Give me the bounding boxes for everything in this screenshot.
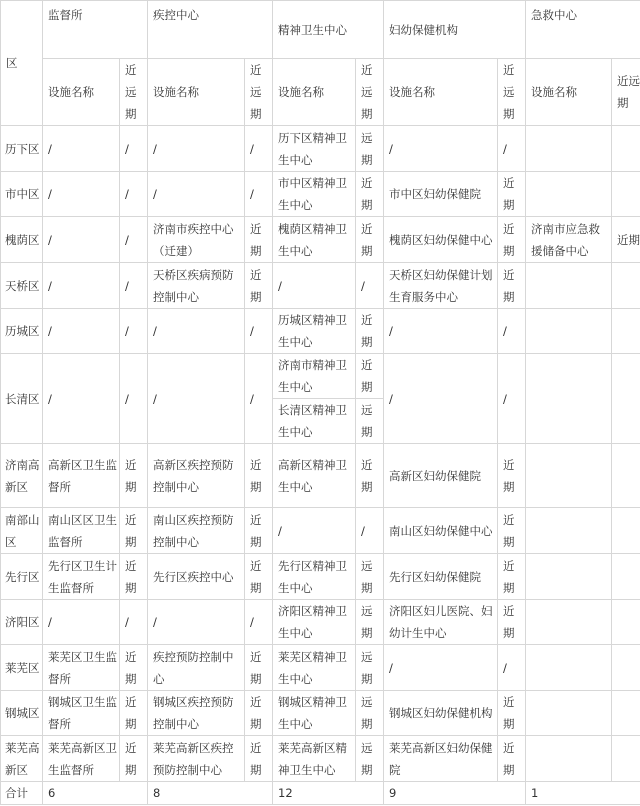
- mental-health-facility: /: [273, 263, 356, 309]
- supervision-term: /: [120, 217, 148, 263]
- table-row: [1, 172, 640, 217]
- mental-health-term: 远期: [356, 645, 384, 691]
- maternal-child-facility: 槐荫区妇幼保健中心: [384, 217, 498, 263]
- mental-health-facility: 莱芜区精神卫生中心: [273, 645, 356, 691]
- emergency-facility: [526, 736, 612, 782]
- cdc-facility: 钢城区疾控预防控制中心: [148, 691, 245, 736]
- total-mental-health: 12: [273, 782, 384, 805]
- subheader-facility-name: 设施名称: [148, 59, 245, 126]
- emergency-term: [612, 354, 640, 444]
- district-name: 南部山区: [1, 508, 43, 554]
- mental-health-facility: 钢城区精神卫生中心: [273, 691, 356, 736]
- table-row: [1, 126, 640, 172]
- cdc-term: /: [245, 172, 273, 217]
- emergency-facility: [526, 645, 612, 691]
- emergency-term: [612, 508, 640, 554]
- district-name: 钢城区: [1, 691, 43, 736]
- cdc-facility: 天桥区疾病预防控制中心: [148, 263, 245, 309]
- supervision-term: 近期: [120, 736, 148, 782]
- header-row-categories: [1, 1, 640, 59]
- maternal-child-term: 近期: [498, 263, 526, 309]
- supervision-term: /: [120, 600, 148, 645]
- supervision-facility: 先行区卫生计生监督所: [43, 554, 120, 600]
- table-row: [1, 645, 640, 691]
- mental-health-term: 近期: [356, 172, 384, 217]
- mental-health-term: 近期: [356, 217, 384, 263]
- subheader-facility-name: 设施名称: [273, 59, 356, 126]
- supervision-facility: 莱芜区卫生监督所: [43, 645, 120, 691]
- supervision-facility: 钢城区卫生监督所: [43, 691, 120, 736]
- mental-health-term: /: [356, 263, 384, 309]
- table-row: [1, 600, 640, 645]
- mental-health-facility: 市中区精神卫生中心: [273, 172, 356, 217]
- supervision-facility: /: [43, 172, 120, 217]
- table-body: [1, 1, 640, 805]
- supervision-term: 近期: [120, 444, 148, 508]
- emergency-facility: [526, 600, 612, 645]
- mental-health-facility: 济阳区精神卫生中心: [273, 600, 356, 645]
- supervision-facility: /: [43, 354, 120, 444]
- emergency-facility: [526, 691, 612, 736]
- table-row: [1, 691, 640, 736]
- subheader-facility-name: 设施名称: [526, 59, 612, 126]
- emergency-facility: [526, 508, 612, 554]
- mental-health-facility: 高新区精神卫生中心: [273, 444, 356, 508]
- subheader-term: 近远期: [612, 59, 640, 126]
- total-maternal-child: 9: [384, 782, 526, 805]
- mental-health-facility: 历下区精神卫生中心: [273, 126, 356, 172]
- emergency-facility: [526, 263, 612, 309]
- district-name: 槐荫区: [1, 217, 43, 263]
- emergency-term: [612, 126, 640, 172]
- district-name: 长清区: [1, 354, 43, 444]
- cdc-term: 近期: [245, 645, 273, 691]
- maternal-child-facility: 天桥区妇幼保健计划生育服务中心: [384, 263, 498, 309]
- emergency-facility: [526, 172, 612, 217]
- mental-health-facility: /: [273, 508, 356, 554]
- category-header-maternal-child: 妇幼保健机构: [384, 1, 526, 59]
- category-header-mental-health: 精神卫生中心: [273, 1, 384, 59]
- district-name: 济阳区: [1, 600, 43, 645]
- maternal-child-term: 近期: [498, 736, 526, 782]
- supervision-term: 近期: [120, 554, 148, 600]
- cdc-term: 近期: [245, 508, 273, 554]
- supervision-term: /: [120, 263, 148, 309]
- mental-health-term: 远期: [356, 126, 384, 172]
- table-row: [1, 554, 640, 600]
- emergency-term: [612, 309, 640, 354]
- maternal-child-facility: 钢城区妇幼保健机构: [384, 691, 498, 736]
- district-name: 济南高新区: [1, 444, 43, 508]
- mental-health-term: 远期: [356, 554, 384, 600]
- cdc-term: /: [245, 126, 273, 172]
- emergency-facility: 济南市应急救援储备中心: [526, 217, 612, 263]
- mental-health-term: 远期: [356, 691, 384, 736]
- category-header-supervision: 监督所: [43, 1, 148, 59]
- cdc-facility: /: [148, 309, 245, 354]
- district-name: 先行区: [1, 554, 43, 600]
- mental-health-facility: 莱芜高新区精神卫生中心: [273, 736, 356, 782]
- maternal-child-facility: 南山区妇幼保健中心: [384, 508, 498, 554]
- maternal-child-term: 近期: [498, 217, 526, 263]
- cdc-facility: /: [148, 600, 245, 645]
- supervision-facility: /: [43, 263, 120, 309]
- supervision-term: 近期: [120, 691, 148, 736]
- subheader-facility-name: 设施名称: [384, 59, 498, 126]
- cdc-facility: 疾控预防控制中心: [148, 645, 245, 691]
- maternal-child-facility: /: [384, 354, 498, 444]
- subheader-facility-name: 设施名称: [43, 59, 120, 126]
- maternal-child-term: 近期: [498, 600, 526, 645]
- maternal-child-facility: 市中区妇幼保健院: [384, 172, 498, 217]
- supervision-facility: /: [43, 126, 120, 172]
- table-row: [1, 508, 640, 554]
- mental-health-term: 远期: [356, 736, 384, 782]
- mental-health-term: /: [356, 508, 384, 554]
- supervision-facility: /: [43, 217, 120, 263]
- subheader-term: 近远期: [498, 59, 526, 126]
- maternal-child-term: 近期: [498, 172, 526, 217]
- supervision-term: 近期: [120, 508, 148, 554]
- total-supervision: 6: [43, 782, 148, 805]
- maternal-child-facility: /: [384, 126, 498, 172]
- category-header-cdc: 疾控中心: [148, 1, 273, 59]
- cdc-term: 近期: [245, 444, 273, 508]
- cdc-term: 近期: [245, 217, 273, 263]
- table-row: [1, 217, 640, 263]
- maternal-child-term: /: [498, 645, 526, 691]
- cdc-facility: /: [148, 172, 245, 217]
- table-row: [1, 444, 640, 508]
- supervision-term: /: [120, 126, 148, 172]
- mental-health-term: 远期: [356, 600, 384, 645]
- district-name: 莱芜高新区: [1, 736, 43, 782]
- subheader-term: 近远期: [120, 59, 148, 126]
- emergency-facility: [526, 126, 612, 172]
- cdc-facility: 先行区疾控中心: [148, 554, 245, 600]
- district-name: 市中区: [1, 172, 43, 217]
- cdc-term: 近期: [245, 554, 273, 600]
- table-row: [1, 736, 640, 782]
- subheader-term: 近远期: [356, 59, 384, 126]
- mental-health-facility: 长清区精神卫生中心: [273, 399, 356, 444]
- maternal-child-term: 近期: [498, 444, 526, 508]
- maternal-child-term: /: [498, 354, 526, 444]
- emergency-term: [612, 600, 640, 645]
- category-header-emergency: 急救中心: [526, 1, 640, 59]
- cdc-term: 近期: [245, 691, 273, 736]
- district-name: 历下区: [1, 126, 43, 172]
- cdc-facility: /: [148, 354, 245, 444]
- subheader-term: 近远期: [245, 59, 273, 126]
- maternal-child-facility: 济阳区妇儿医院、妇幼计生中心: [384, 600, 498, 645]
- cdc-facility: /: [148, 126, 245, 172]
- supervision-term: /: [120, 309, 148, 354]
- table-row: [1, 263, 640, 309]
- supervision-term: /: [120, 354, 148, 444]
- table-row: [1, 354, 640, 399]
- supervision-facility: /: [43, 309, 120, 354]
- table-row: [1, 309, 640, 354]
- mental-health-facility: 槐荫区精神卫生中心: [273, 217, 356, 263]
- emergency-facility: [526, 354, 612, 444]
- emergency-term: [612, 691, 640, 736]
- maternal-child-facility: 莱芜高新区妇幼保健院: [384, 736, 498, 782]
- mental-health-facility: 先行区精神卫生中心: [273, 554, 356, 600]
- maternal-child-term: /: [498, 126, 526, 172]
- district-name: 历城区: [1, 309, 43, 354]
- cdc-facility: 高新区疾控预防控制中心: [148, 444, 245, 508]
- emergency-facility: [526, 554, 612, 600]
- emergency-term: 近期: [612, 217, 640, 263]
- mental-health-term: 远期: [356, 399, 384, 444]
- cdc-facility: 莱芜高新区疾控预防控制中心: [148, 736, 245, 782]
- cdc-facility: 济南市疾控中心（迁建）: [148, 217, 245, 263]
- mental-health-facility: 济南市精神卫生中心: [273, 354, 356, 399]
- cdc-term: 近期: [245, 736, 273, 782]
- emergency-term: [612, 172, 640, 217]
- maternal-child-facility: /: [384, 645, 498, 691]
- district-header: 区: [1, 1, 43, 126]
- mental-health-term: 近期: [356, 309, 384, 354]
- totals-label: 合计: [1, 782, 43, 805]
- maternal-child-facility: /: [384, 309, 498, 354]
- mental-health-facility: 历城区精神卫生中心: [273, 309, 356, 354]
- supervision-facility: 南山区区卫生监督所: [43, 508, 120, 554]
- cdc-term: /: [245, 309, 273, 354]
- maternal-child-term: 近期: [498, 508, 526, 554]
- cdc-facility: 南山区疾控预防控制中心: [148, 508, 245, 554]
- district-name: 莱芜区: [1, 645, 43, 691]
- maternal-child-facility: 先行区妇幼保健院: [384, 554, 498, 600]
- supervision-term: 近期: [120, 645, 148, 691]
- supervision-facility: 莱芜高新区卫生监督所: [43, 736, 120, 782]
- maternal-child-term: /: [498, 309, 526, 354]
- supervision-facility: /: [43, 600, 120, 645]
- emergency-term: [612, 645, 640, 691]
- header-row-subheaders: [1, 59, 640, 126]
- maternal-child-facility: 高新区妇幼保健院: [384, 444, 498, 508]
- district-name: 天桥区: [1, 263, 43, 309]
- emergency-term: [612, 554, 640, 600]
- supervision-facility: 高新区卫生监督所: [43, 444, 120, 508]
- emergency-term: [612, 444, 640, 508]
- supervision-term: /: [120, 172, 148, 217]
- maternal-child-term: 近期: [498, 554, 526, 600]
- total-cdc: 8: [148, 782, 273, 805]
- cdc-term: 近期: [245, 263, 273, 309]
- total-emergency: 1: [526, 782, 640, 805]
- emergency-term: [612, 263, 640, 309]
- maternal-child-term: 近期: [498, 691, 526, 736]
- cdc-term: /: [245, 600, 273, 645]
- totals-row: [1, 782, 640, 805]
- cdc-term: /: [245, 354, 273, 444]
- emergency-facility: [526, 444, 612, 508]
- mental-health-term: 近期: [356, 354, 384, 399]
- emergency-term: [612, 736, 640, 782]
- mental-health-term: 近期: [356, 444, 384, 508]
- emergency-facility: [526, 309, 612, 354]
